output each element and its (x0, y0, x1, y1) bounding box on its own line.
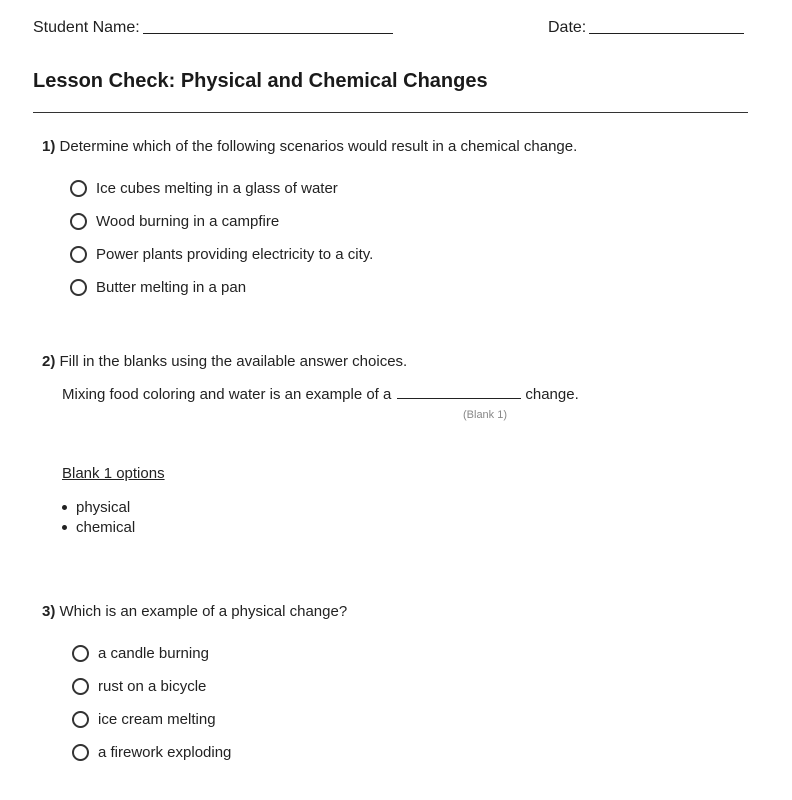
question-3-number: 3) (42, 603, 56, 620)
radio-button[interactable] (70, 213, 87, 230)
q1-option-3[interactable] (70, 245, 373, 265)
question-1-number: 1) (42, 138, 56, 155)
q1-option-3-label: Power plants providing electricity to a city. (96, 246, 374, 263)
sentence-before-blank: Mixing food coloring and water is an example of a (62, 386, 392, 403)
question-2 (42, 353, 407, 370)
student-name-row (33, 19, 393, 37)
bullet-icon (62, 505, 67, 510)
q3-option-1[interactable] (72, 644, 209, 664)
radio-button[interactable] (70, 279, 87, 296)
q1-option-2[interactable] (70, 212, 279, 232)
question-3 (42, 603, 347, 620)
question-2-text: Fill in the blanks using the available answer choices. (59, 353, 408, 370)
blank-option-1 (62, 499, 130, 516)
q3-option-4[interactable] (72, 743, 231, 763)
radio-button[interactable] (70, 180, 87, 197)
blank-option-2-label: chemical (76, 519, 136, 536)
q3-option-2-label: rust on a bicycle (98, 678, 207, 695)
blank-1-caption: (Blank 1) (463, 409, 508, 421)
question-1-text: Determine which of the following scenarios would result in a chemical change. (59, 138, 578, 155)
date-field[interactable] (589, 21, 744, 34)
sentence-after-blank: change. (525, 386, 579, 403)
date-row (548, 19, 744, 37)
q3-option-2[interactable] (72, 677, 206, 697)
q3-option-1-label: a candle burning (98, 645, 209, 662)
radio-button[interactable] (72, 744, 89, 761)
fill-in-sentence (62, 386, 579, 403)
blank-options-heading: Blank 1 options (62, 465, 165, 482)
date-label: Date: (548, 19, 587, 36)
radio-button[interactable] (72, 678, 89, 695)
q1-option-2-label: Wood burning in a campfire (96, 213, 280, 230)
blank-option-1-label: physical (76, 499, 131, 516)
radio-button[interactable] (70, 246, 87, 263)
q1-option-1-label: Ice cubes melting in a glass of water (96, 180, 338, 197)
q3-option-3-label: ice cream melting (98, 711, 216, 728)
question-3-text: Which is an example of a physical change? (59, 603, 348, 620)
student-name-field[interactable] (143, 21, 393, 34)
q3-option-3[interactable] (72, 710, 216, 730)
blank-1-field[interactable] (397, 386, 521, 399)
q1-option-4-label: Butter melting in a pan (96, 279, 247, 296)
q3-option-4-label: a firework exploding (98, 744, 232, 761)
title-divider (33, 112, 748, 113)
bullet-icon (62, 525, 67, 530)
page-title: Lesson Check: Physical and Chemical Changes (33, 70, 488, 92)
student-name-label: Student Name: (33, 19, 140, 36)
radio-button[interactable] (72, 645, 89, 662)
q1-option-4[interactable] (70, 278, 246, 298)
question-1 (42, 138, 577, 155)
question-2-number: 2) (42, 353, 56, 370)
q1-option-1[interactable] (70, 179, 338, 199)
blank-option-2 (62, 519, 135, 536)
radio-button[interactable] (72, 711, 89, 728)
